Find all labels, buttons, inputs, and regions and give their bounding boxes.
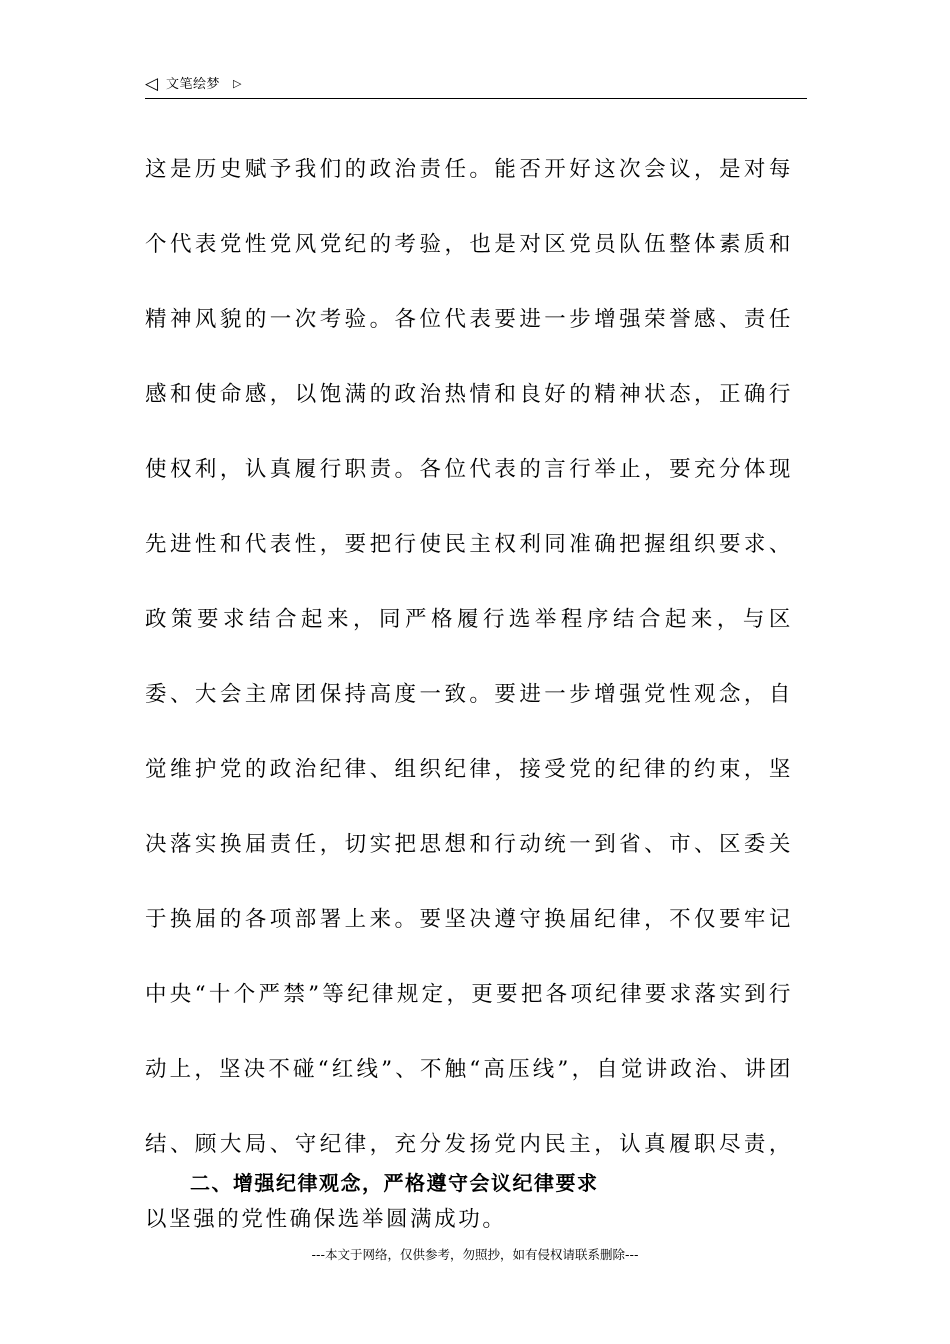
page-header [145, 74, 807, 99]
section-heading: 二、增强纪律观念，严格遵守会议纪律要求 [190, 1171, 599, 1195]
right-triangle-icon: ▷ [233, 77, 242, 90]
body-paragraph: 这是历史赋予我们的政治责任。能否开好这次会议，是对每个代表党性党风党纪的考验，也是对区党员队伍整体素质和精神风貌的一次考验。各位代表要进一步增强荣誉感、责任感和使命感，以饱满的政治热情和良好的精神状态，正确行使权利，认真履行职责。各位代表的言行举止，要充分体现先进性和代表性，要把行使民主权利同准确把握组织要求、政策要求结合起来，同严格履行选举程序结合起来，与区委、大会主席团保持高度一致。要进一步增强党性观念，自觉维护党的政治纪律、组织纪律，接受党的纪律的约束，坚决落实换届责任，切实把思想和行动统一到省、市、区委关于换届的各项部署上来。要坚决遵守换届纪律，不仅要牢记中央“十个严禁”等纪律规定，更要把各项纪律要求落实到行动上，坚决不碰“红线”、不触“高压线”，自觉讲政治、讲团结、顾大局、守纪律，充分发扬党内民主，认真履职尽责，以坚强的党性确保选举圆满成功。 [145, 157, 793, 1232]
header-title: 文笔绘梦 [166, 77, 221, 92]
left-triangle-icon: ◁ [145, 74, 159, 94]
page-footer: ---本文于网络，仅供参考，勿照抄，如有侵权请联系删除--- [311, 1247, 639, 1262]
